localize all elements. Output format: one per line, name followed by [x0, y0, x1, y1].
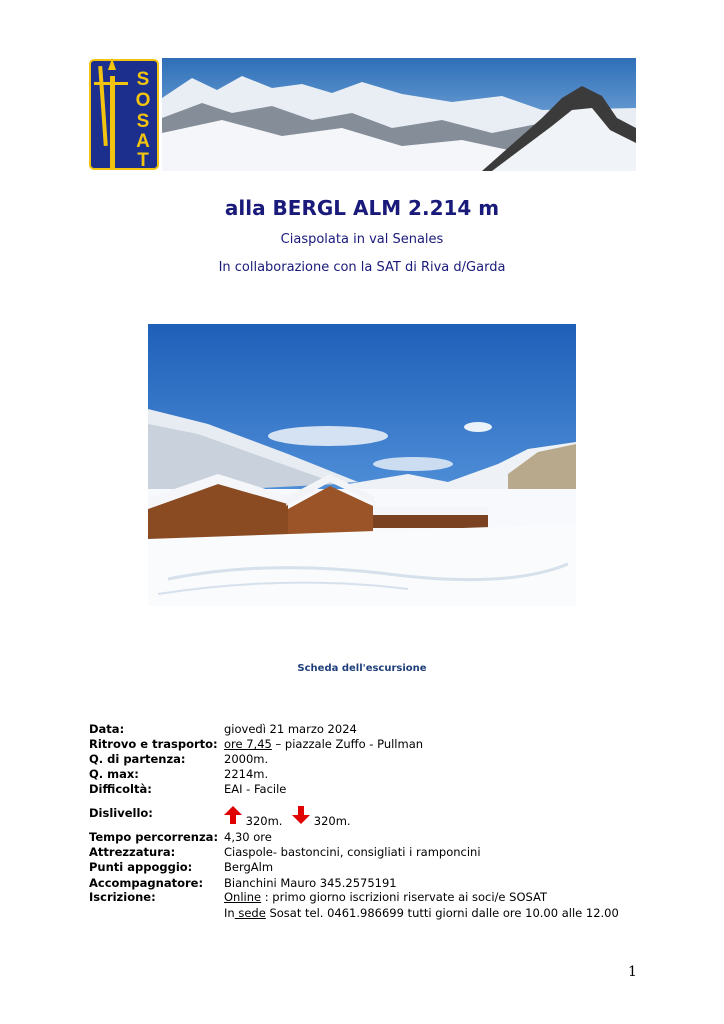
label-quota-partenza: Q. di partenza:: [89, 752, 186, 766]
online-link[interactable]: Online: [224, 890, 262, 904]
value-iscrizione-sede: [224, 906, 619, 920]
label-difficolta: Difficoltà:: [89, 782, 152, 796]
ritrovo-place: – piazzale Zuffo - Pullman: [271, 737, 424, 751]
sede-prefix: In: [224, 906, 235, 920]
svg-text:A: A: [136, 131, 150, 152]
sede-text: Sosat tel. 0461.986699 tutti giorni dalle ore 10.00 alle 12.00: [265, 906, 619, 920]
value-dislivello: [224, 806, 351, 828]
label-tempo: Tempo percorrenza:: [89, 830, 219, 844]
value-quota-max: 2214m.: [224, 767, 269, 781]
svg-text:O: O: [135, 90, 151, 111]
label-accompagnatore: Accompagnatore:: [89, 876, 204, 890]
sosat-logo: [88, 58, 160, 171]
page-number: 1: [628, 964, 637, 980]
section-heading: Scheda dell'escursione: [297, 663, 427, 674]
header-banner: [88, 58, 636, 171]
svg-text:S: S: [136, 111, 150, 132]
sede-link[interactable]: sede: [234, 906, 266, 920]
svg-text:T: T: [137, 150, 149, 171]
label-data: Data:: [89, 722, 125, 736]
value-data: giovedì 21 marzo 2024: [224, 722, 357, 736]
label-ritrovo: Ritrovo e trasporto:: [89, 737, 218, 751]
svg-text:S: S: [136, 69, 150, 90]
ritrovo-time-link[interactable]: ore 7,45: [224, 737, 272, 751]
dislivello-down-value: 320m.: [313, 813, 351, 828]
subtitle-activity: Ciaspolata in val Senales: [280, 232, 444, 247]
label-dislivello: Dislivello:: [89, 806, 153, 820]
page-title: alla BERGL ALM 2.214 m: [224, 196, 500, 220]
label-attrezzatura: Attrezzatura:: [89, 845, 176, 859]
mountain-panorama-image: [162, 58, 636, 171]
value-accompagnatore: Bianchini Mauro 345.2575191: [224, 876, 397, 890]
dislivello-up-value: 320m.: [245, 813, 283, 828]
label-quota-max: Q. max:: [89, 767, 139, 781]
value-punti-appoggio: BergAlm: [224, 860, 274, 874]
value-ritrovo: [224, 737, 423, 751]
label-punti-appoggio: Punti appoggio:: [89, 860, 193, 874]
arrow-up-icon: [224, 806, 242, 824]
value-quota-partenza: 2000m.: [224, 752, 269, 766]
value-difficolta: EAI - Facile: [224, 782, 287, 796]
bergl-alm-photo: [148, 324, 576, 606]
online-text: : primo giorno iscrizioni riservate ai soci/e SOSAT: [261, 890, 548, 904]
value-iscrizione-online: [224, 890, 547, 904]
value-tempo: 4,30 ore: [224, 830, 272, 844]
subtitle-collaboration: In collaborazione con la SAT di Riva d/Garda: [218, 260, 506, 275]
value-attrezzatura: Ciaspole- bastoncini, consigliati i ramponcini: [224, 845, 481, 859]
label-iscrizione: Iscrizione:: [89, 890, 156, 904]
arrow-down-icon: [292, 806, 310, 824]
